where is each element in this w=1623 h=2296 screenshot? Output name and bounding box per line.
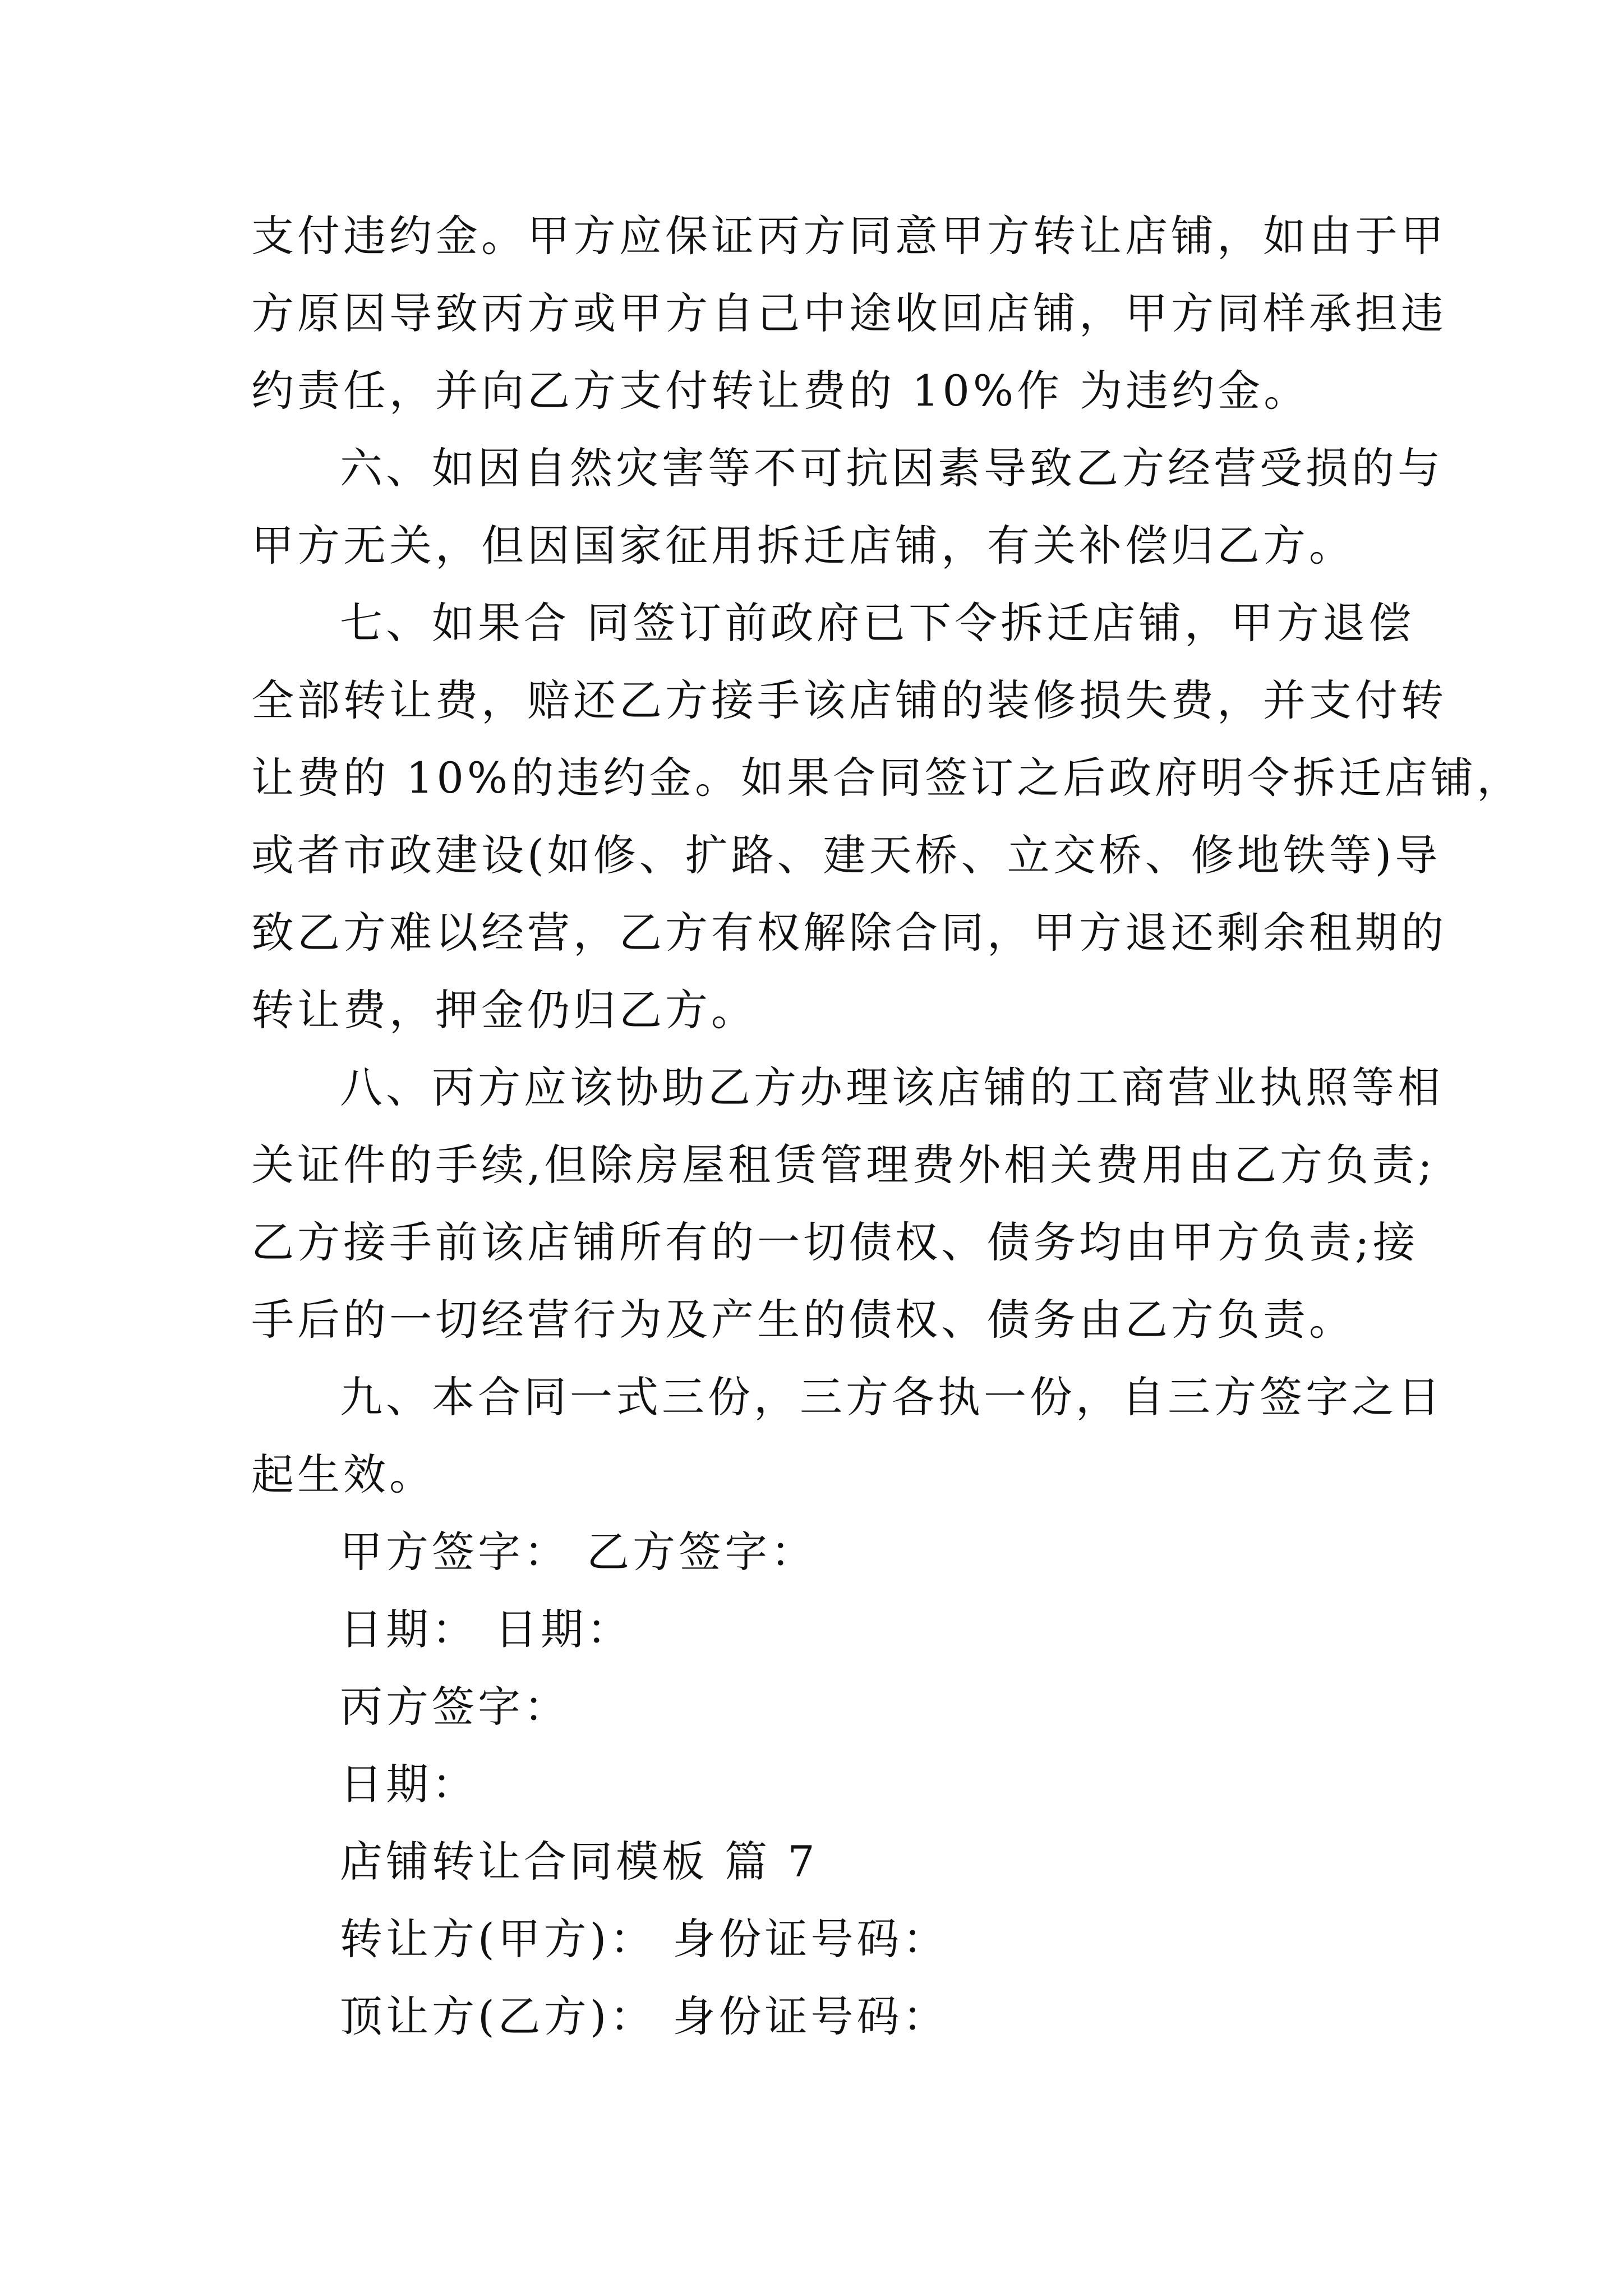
signature-date-c: 日期： — [340, 1759, 478, 1809]
signature-party-c: 丙方签字： — [340, 1682, 570, 1732]
transferee-line: 顶让方(乙方)： 身份证号码： — [340, 1991, 949, 2041]
text-line: 或者市政建设(如修、扩路、建天桥、立交桥、修地铁等)导 — [251, 830, 1441, 880]
document-body — [251, 197, 1523, 2055]
transferor-line: 转让方(甲方)： 身份证号码： — [340, 1914, 949, 1964]
text-line: 起生效。 — [251, 1450, 435, 1499]
section-heading: 店铺转让合同模板 篇 7 — [340, 1837, 818, 1887]
text-line: 手后的一切经营行为及产生的债权、债务由乙方负责。 — [251, 1295, 1355, 1345]
clause-nine: 九、本合同一式三份，三方各执一份，自三方签字之日 — [340, 1372, 1444, 1422]
signature-dates: 日期： 日期： — [340, 1604, 633, 1654]
clause-seven: 七、如果合 同签订前政府已下令拆迁店铺，甲方退偿 — [340, 598, 1415, 648]
text-line: 致乙方难以经营，乙方有权解除合同，甲方退还剩余租期的 — [251, 908, 1447, 958]
clause-six: 六、如因自然灾害等不可抗因素导致乙方经营受损的与 — [340, 443, 1444, 493]
text-line: 支付违约金。甲方应保证丙方同意甲方转让店铺，如由于甲 — [251, 211, 1447, 261]
text-line: 乙方接手前该店铺所有的一切债权、债务均由甲方负责;接 — [251, 1217, 1419, 1267]
signature-party-a-b: 甲方签字： 乙方签字： — [340, 1527, 817, 1577]
text-line: 全部转让费，赔还乙方接手该店铺的装修损失费，并支付转 — [251, 675, 1447, 725]
text-line: 甲方无关，但因国家征用拆迁店铺，有关补偿归乙方。 — [251, 521, 1355, 570]
clause-eight: 八、丙方应该协助乙方办理该店铺的工商营业执照等相 — [340, 1062, 1444, 1112]
text-line: 约责任，并向乙方支付转让费的 10%作 为违约金。 — [251, 366, 1310, 416]
text-line: 方原因导致丙方或甲方自己中途收回店铺，甲方同样承担违 — [251, 288, 1447, 338]
text-line: 关证件的手续,但除房屋租赁管理费外相关费用由乙方负责; — [251, 1140, 1436, 1190]
text-line: 转让费，押金仍归乙方。 — [251, 985, 757, 1035]
text-line: 让费的 10%的违约金。如果合同签订之后政府明令拆迁店铺， — [251, 753, 1523, 803]
